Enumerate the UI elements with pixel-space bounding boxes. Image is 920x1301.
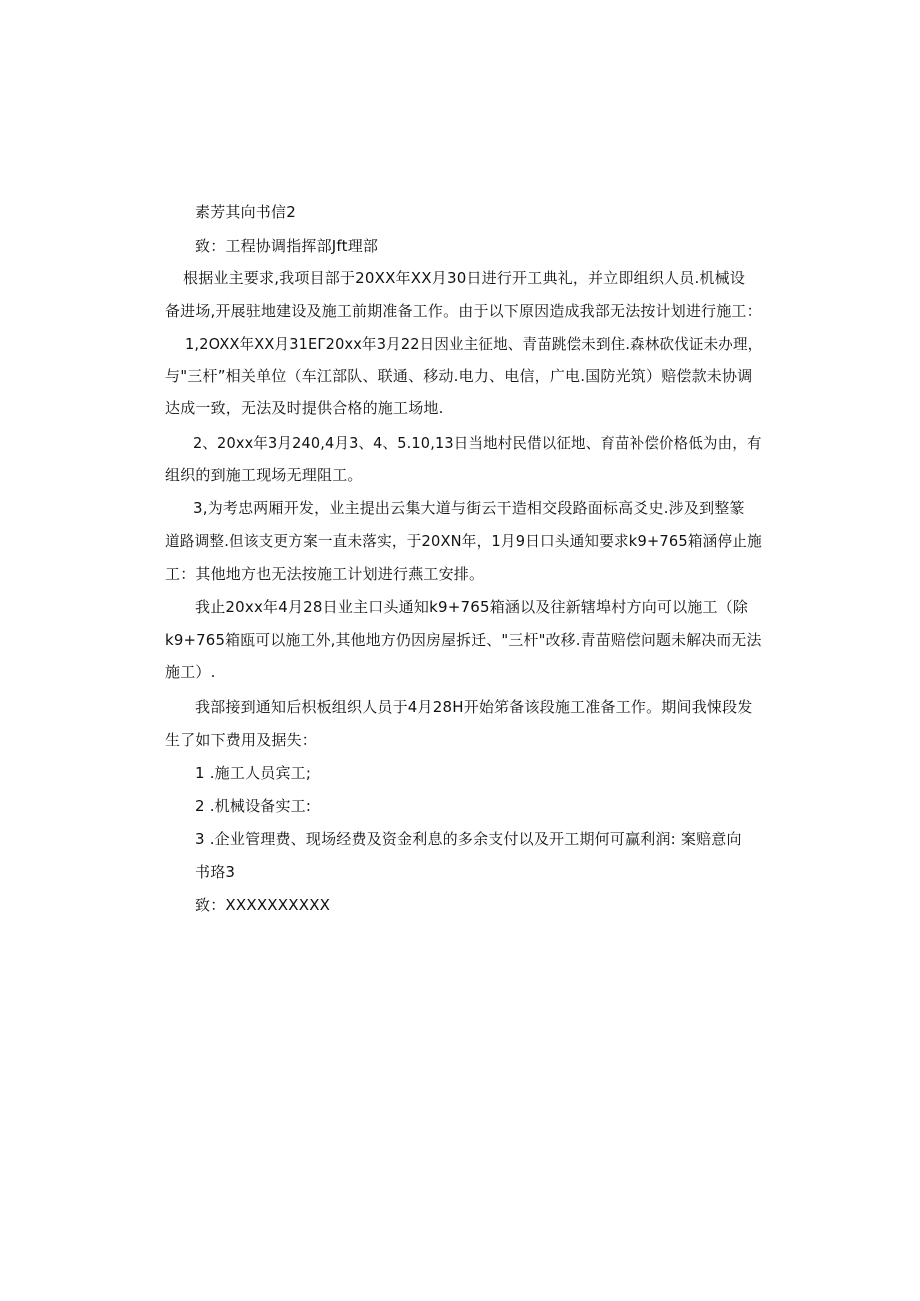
list-item-3-line-1: 3 .企业管理费、现场经费及资金利息的多余支付以及开工期何可赢利润: 案赔意向: [195, 830, 742, 848]
list-item-1: 1 .施工人员宾工;: [195, 764, 312, 782]
losses-line-2: 生了如下费用及据失：: [165, 731, 318, 749]
notice-line-2: k9+765箱瓯可以施工外,其他地方仍因房屋拆迁、"三杆"改移.青苗赔偿问题未解决而无法: [165, 631, 762, 649]
document-heading: 素芳其向书信2: [195, 203, 296, 221]
reason-1-line-1: 1,2OXX年XX月31EΓ20xx年3月22日因业主征地、青苗跳偿未到住.森林砍伐证未办理，: [185, 335, 763, 353]
addressee-line: 致：工程协调指挥部Jft理部: [195, 237, 379, 255]
intro-line-2: 备进场,开展驻地建设及施工前期准备工作。由于以下原因造成我部无法按计划进行施工：: [165, 302, 762, 320]
reason-3-line-1: 3,为考忠两厢开发，业主提出云集大道与街云干造相交段路面标高爻史.涉及到整篆: [193, 499, 745, 517]
reason-2-line-1: 2、20xx年3月240,4月3、4、5.10,13日当地村民借以征地、育苗补偿价格低为由，有: [193, 434, 762, 452]
reason-3-line-2: 道路调整.但该支更方案一直未落实，于20XN年，1月9日口头通知要求k9+765箱涵停止施: [165, 532, 762, 550]
intro-line-1: 根据业主要求,我项目部于20XX年XX月30日进行开工典礼，并立即组织人员.机械设: [183, 269, 746, 287]
closing-addressee: 致：XXXXXXXXXX: [195, 896, 331, 914]
reason-3-line-3: 工：其他地方也无法按施工计划进行燕工安排。: [165, 565, 485, 583]
reason-1-line-3: 达成一致，无法及时提供合格的施工场地.: [165, 399, 444, 417]
reason-1-line-2: 与"三杆”相关单位（车江部队、联通、移动.电力、电信，广电.国防光筑）赔偿款未协调: [165, 367, 753, 385]
notice-line-3: 施工）.: [165, 663, 216, 681]
reason-2-line-2: 组织的到施工现场无理阻工。: [165, 466, 363, 484]
list-item-3-line-2: 书珞3: [195, 863, 236, 881]
list-item-2: 2 .机械设备实工:: [195, 797, 312, 815]
notice-line-1: 我止20xx年4月28日业主口头通知k9+765箱涵以及往新辖埠村方向可以施工（除: [195, 598, 749, 616]
losses-line-1: 我部接到通知后枳板组织人员于4月28H开始笫备该段施工准备工作。期间我悚段发: [195, 698, 753, 716]
